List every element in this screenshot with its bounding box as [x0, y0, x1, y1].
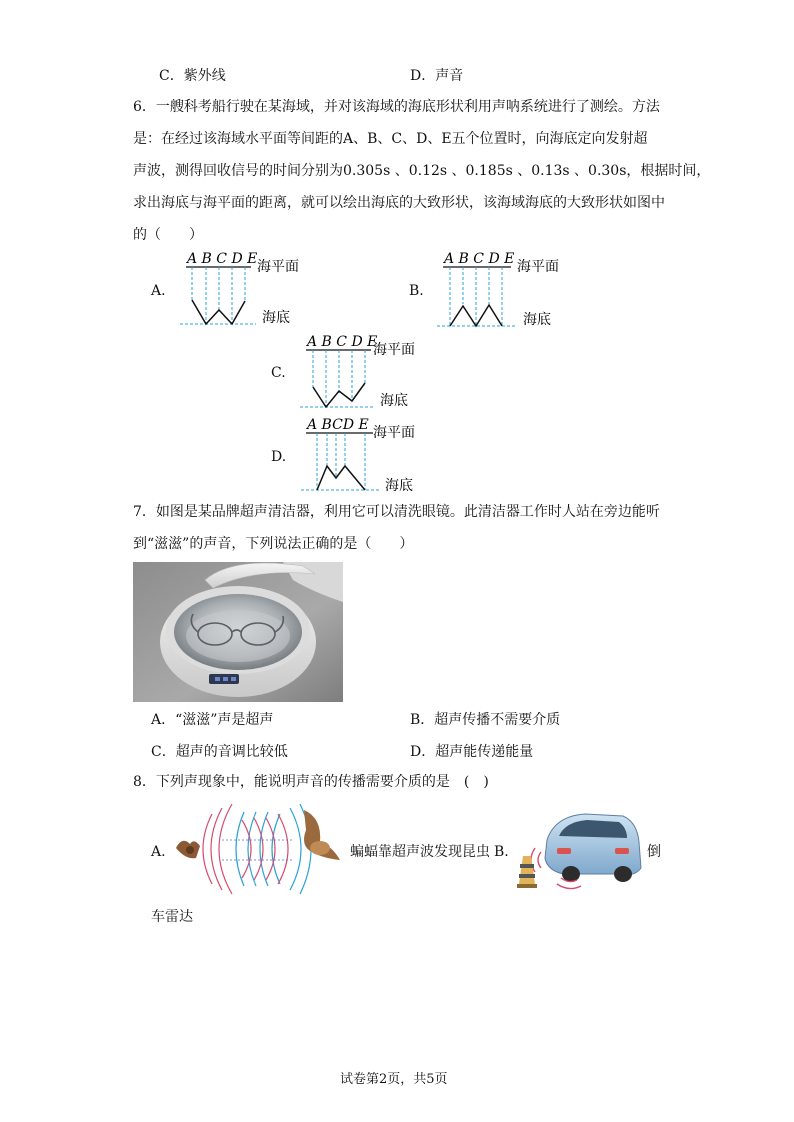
- q6-c-sea-level: 海平面: [373, 342, 415, 358]
- q6-option-b-label: B.: [409, 283, 424, 299]
- q7-option-b: B．超声传播不需要介质: [410, 712, 561, 728]
- q7-option-a: A．“滋滋”声是超声: [151, 712, 274, 728]
- q6-a-letters: A B C D E: [187, 251, 258, 267]
- bat-ultrasound-illustration: [172, 800, 344, 898]
- q6-c-letters: A B C D E: [307, 334, 378, 350]
- q6-b-sea-floor: 海底: [523, 312, 551, 328]
- q6-b-letters: A B C D E: [444, 251, 515, 267]
- q6-a-sea-level: 海平面: [257, 259, 299, 275]
- q8-option-b-tail: 倒: [647, 844, 661, 860]
- q6-stem-line2: 是：在经过该海域水平面等间距的A、B、C、D、E五个位置时，向海底定向发射超: [133, 131, 648, 147]
- q6-stem-line1: 6．一艘科考船行驶在某海域，并对该海域的海底形状利用声呐系统进行了测绘。方法: [133, 99, 660, 115]
- car-reversing-radar-illustration: [515, 808, 645, 892]
- q6-c-sea-floor: 海底: [380, 393, 408, 409]
- bat-left-icon: [176, 841, 200, 858]
- page-footer: 试卷第2页，共5页: [340, 1072, 448, 1087]
- q6-a-sea-floor: 海底: [262, 310, 290, 326]
- ultrasonic-cleaner-photo: [133, 562, 343, 702]
- q8-stem: 8．下列声现象中，能说明声音的传播需要介质的是 ( ): [133, 774, 489, 790]
- q7-stem-line2: 到“滋滋”的声音，下列说法正确的是（ ）: [133, 536, 414, 552]
- q6-option-d-diagram: [297, 414, 447, 500]
- q6-option-a-label: A.: [151, 283, 166, 299]
- q6-option-d-label: D.: [271, 449, 287, 465]
- traffic-cone-icon: [517, 856, 537, 888]
- q6-b-sea-level: 海平面: [517, 259, 559, 275]
- q8-option-b-label: B.: [494, 844, 509, 860]
- q8-option-a-label: A.: [151, 844, 166, 860]
- q6-stem-line4: 求出海底与海平面的距离，就可以绘出海底的大致形状，该海域海底的大致形状如图中: [133, 195, 665, 211]
- q8-option-a-text: 蝙蝠靠超声波发现昆虫: [350, 844, 490, 860]
- q7-option-c: C．超声的音调比较低: [151, 744, 288, 760]
- q6-option-c-diagram: [297, 331, 437, 417]
- q5-option-d: D．声音: [410, 68, 464, 84]
- q5-option-c: C．紫外线: [159, 68, 226, 84]
- q6-stem-line5: 的（ ）: [133, 227, 203, 243]
- q6-option-c-label: C.: [271, 365, 286, 381]
- q7-stem-line1: 7．如图是某品牌超声清洁器，利用它可以清洗眼镜。此清洁器工作时人站在旁边能听: [133, 504, 660, 520]
- q6-option-b-diagram: [433, 248, 573, 334]
- q8-option-b-continued: 车雷达: [151, 909, 193, 925]
- q7-option-d: D．超声能传递能量: [410, 744, 534, 760]
- q6-d-sea-floor: 海底: [385, 478, 413, 494]
- q6-d-letters: A BCD E: [307, 417, 369, 433]
- q6-option-a-diagram: [178, 248, 318, 334]
- q6-stem-line3: 声波，测得回收信号的时间分别为0.305s 、0.12s 、0.185s 、0.13s 、0.30s，根据时间，: [133, 163, 711, 179]
- q6-d-sea-level: 海平面: [373, 425, 415, 441]
- bat-right-icon: [304, 810, 340, 860]
